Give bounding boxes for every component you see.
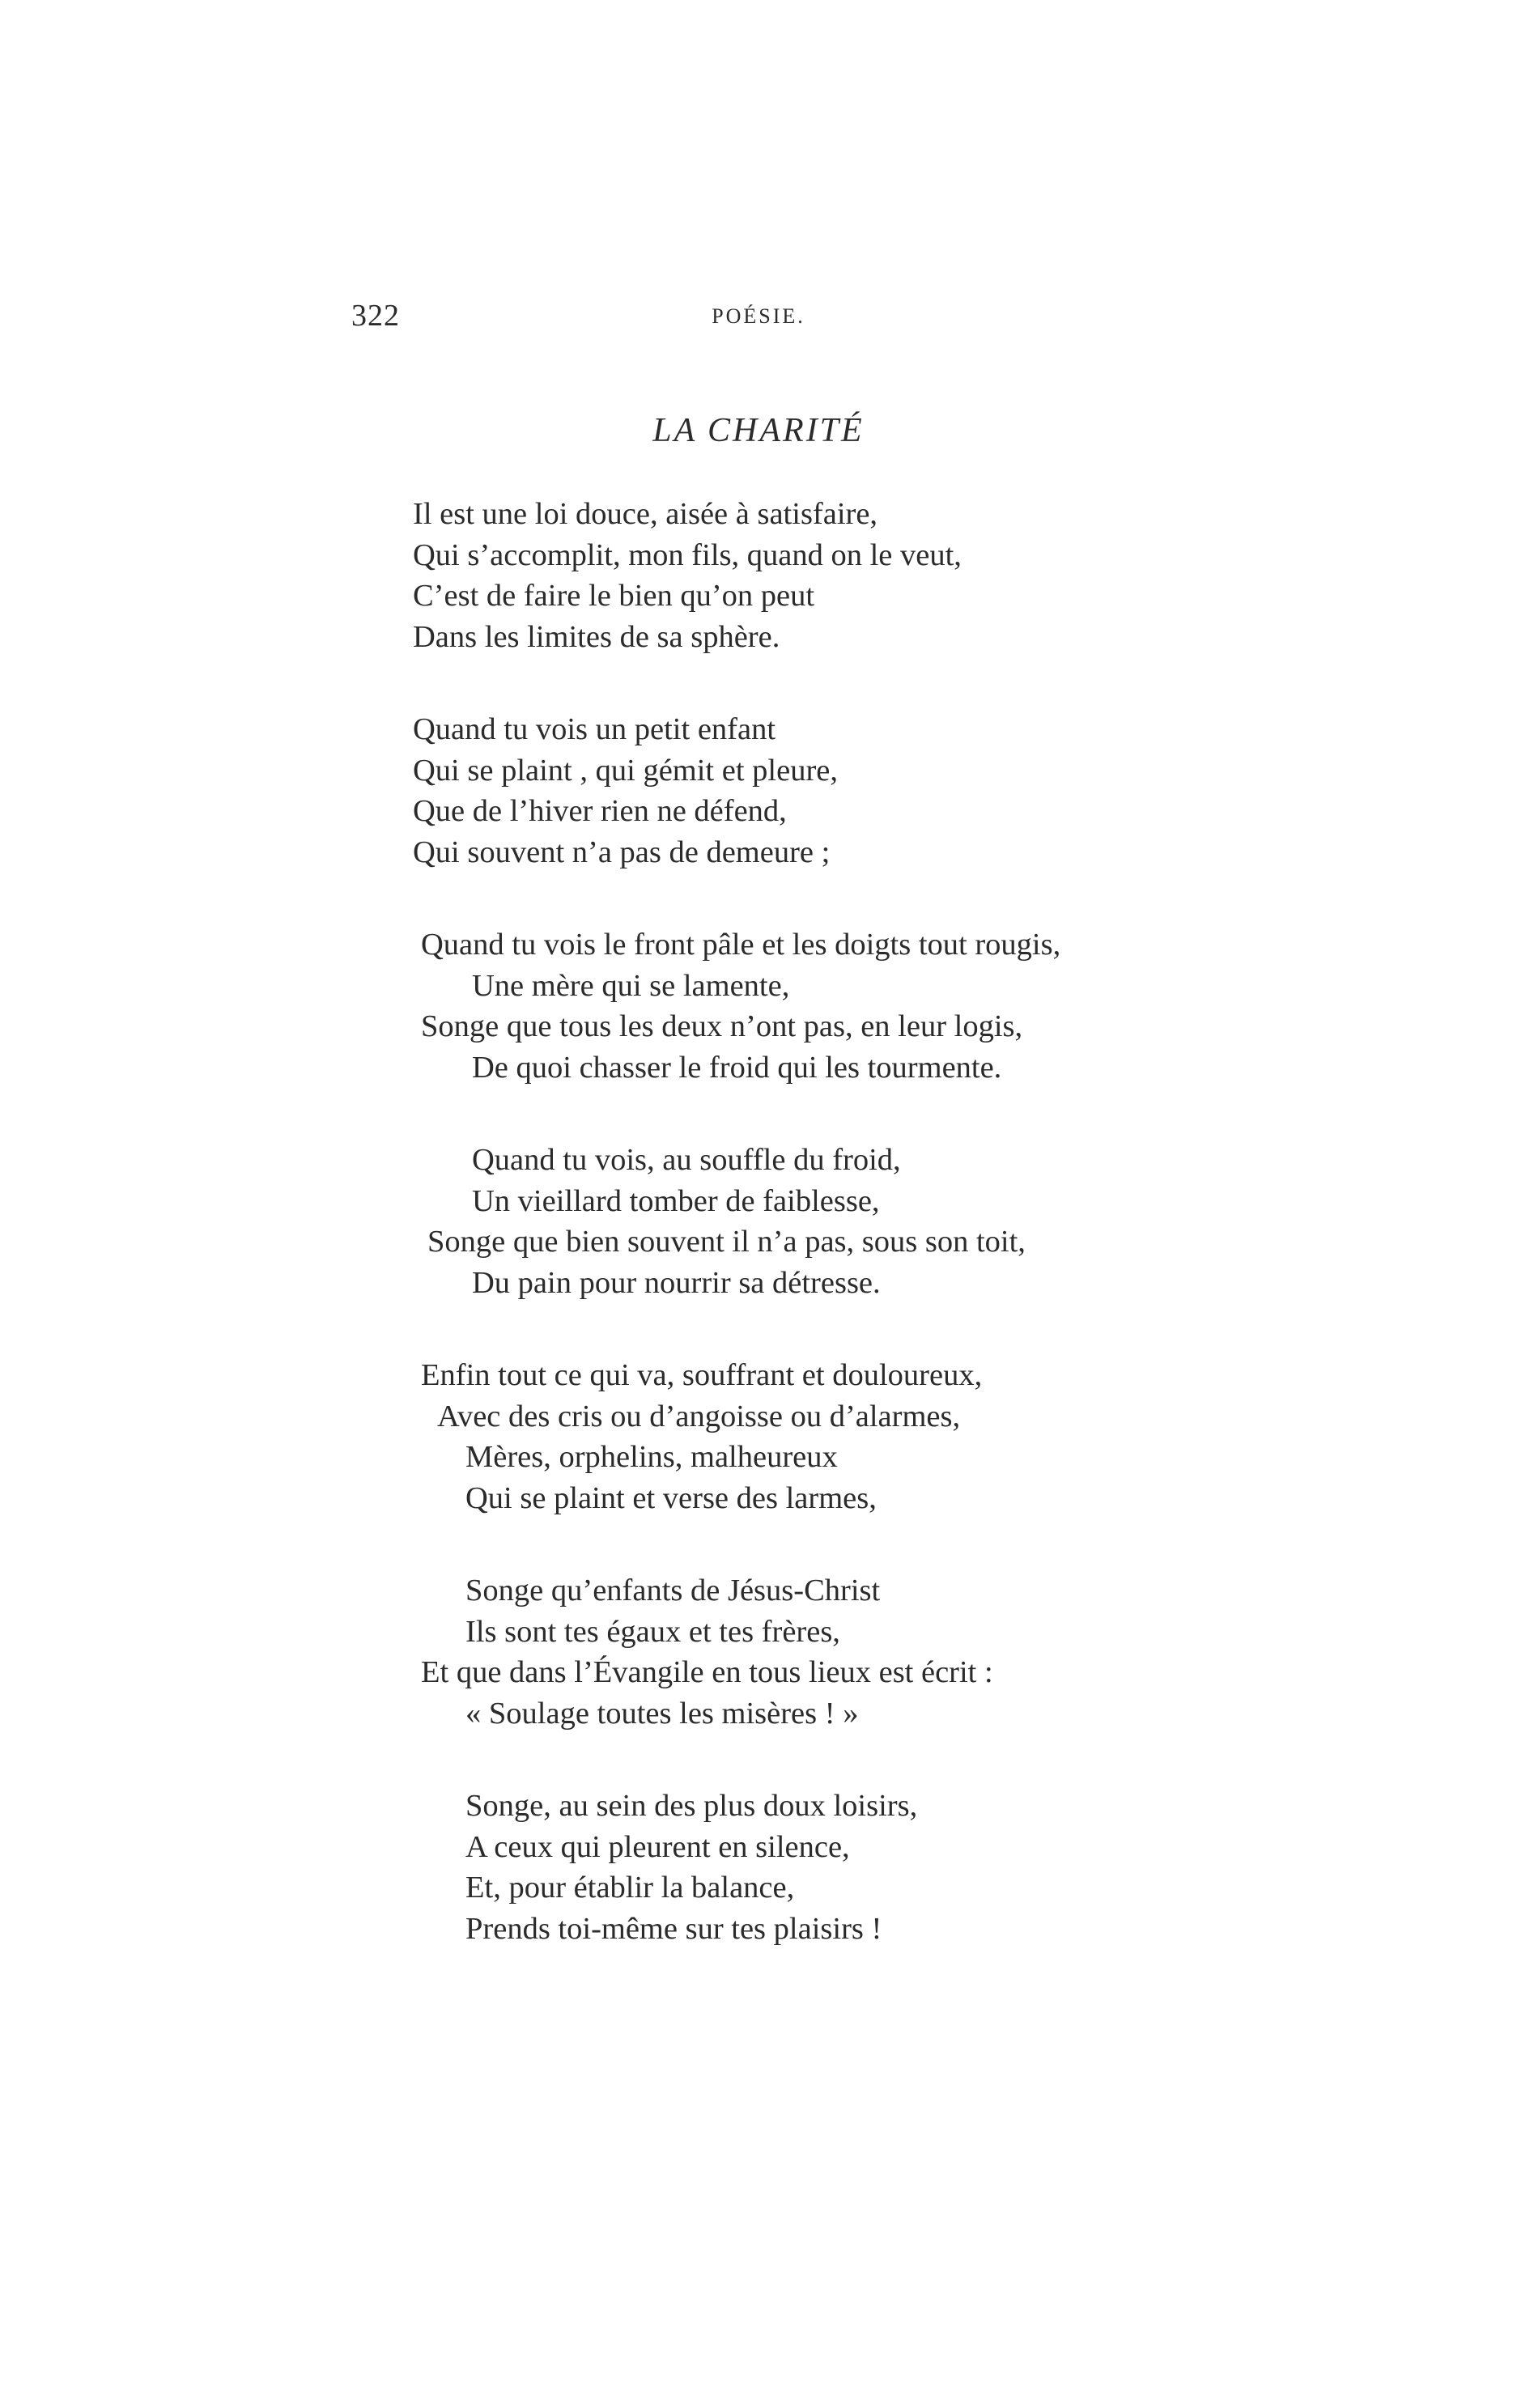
poem-line: Ils sont tes égaux et tes frères, bbox=[465, 1614, 840, 1649]
poem-line: Et que dans l’Évangile en tous lieux est écrit : bbox=[421, 1655, 993, 1689]
stanza-1 bbox=[0, 494, 1517, 657]
poem-line: Qui s’accomplit, mon fils, quand on le veut, bbox=[413, 537, 962, 572]
poem-line: Songe que tous les deux n’ont pas, en leur logis, bbox=[421, 1009, 1023, 1043]
poem-line: « Soulage toutes les misères ! » bbox=[465, 1696, 859, 1731]
poem-line: Prends toi-même sur tes plaisirs ! bbox=[465, 1911, 882, 1946]
poem-line: Enfin tout ce qui va, souffrant et douloureux, bbox=[421, 1358, 983, 1392]
poem-line: Qui se plaint , qui gémit et pleure, bbox=[413, 753, 838, 788]
stanza-4 bbox=[0, 1140, 1517, 1303]
poem-line: Une mère qui se lamente, bbox=[472, 968, 790, 1003]
stanza-5 bbox=[0, 1355, 1517, 1518]
stanza-7 bbox=[0, 1786, 1517, 1949]
poem-line: Quand tu vois un petit enfant bbox=[413, 712, 776, 746]
poem-title: LA CHARITÉ bbox=[652, 412, 865, 449]
poem-line: Qui souvent n’a pas de demeure ; bbox=[413, 835, 831, 869]
poem-line: Songe qu’enfants de Jésus-Christ bbox=[465, 1573, 881, 1607]
poem-line: Et, pour établir la balance, bbox=[465, 1871, 795, 1905]
poem-line: Songe, au sein des plus doux loisirs, bbox=[465, 1789, 918, 1823]
poem-line: Qui se plaint et verse des larmes, bbox=[465, 1480, 877, 1515]
poem-line: C’est de faire le bien qu’on peut bbox=[413, 579, 815, 613]
poem-line: Un vieillard tomber de faiblesse, bbox=[472, 1183, 880, 1218]
stanza-3 bbox=[0, 924, 1517, 1088]
poem-line: Du pain pour nourrir sa détresse. bbox=[472, 1265, 881, 1300]
poem-line: Dans les limites de sa sphère. bbox=[413, 619, 780, 654]
poem-line: Quand tu vois, au souffle du froid, bbox=[472, 1143, 901, 1177]
poem-line: Mères, orphelins, malheureux bbox=[465, 1440, 838, 1474]
poem-line: Songe que bien souvent il n’a pas, sous son toit, bbox=[427, 1225, 1026, 1259]
poem-line: Quand tu vois le front pâle et les doigts tout rougis, bbox=[421, 928, 1061, 962]
running-head: POÉSIE. bbox=[712, 304, 805, 328]
poem-body bbox=[0, 494, 1517, 2001]
poem-line: Il est une loi douce, aisée à satisfaire, bbox=[413, 497, 878, 531]
page-number: 322 bbox=[351, 299, 400, 333]
poem-line: Avec des cris ou d’angoisse ou d’alarmes, bbox=[437, 1399, 961, 1433]
poem-line: Que de l’hiver rien ne défend, bbox=[413, 794, 787, 828]
stanza-6 bbox=[0, 1570, 1517, 1734]
page-header bbox=[0, 298, 1517, 346]
stanza-2 bbox=[0, 709, 1517, 873]
poem-line: De quoi chasser le froid qui les tourmente. bbox=[472, 1050, 1002, 1085]
poem-line: A ceux qui pleurent en silence, bbox=[465, 1829, 850, 1864]
